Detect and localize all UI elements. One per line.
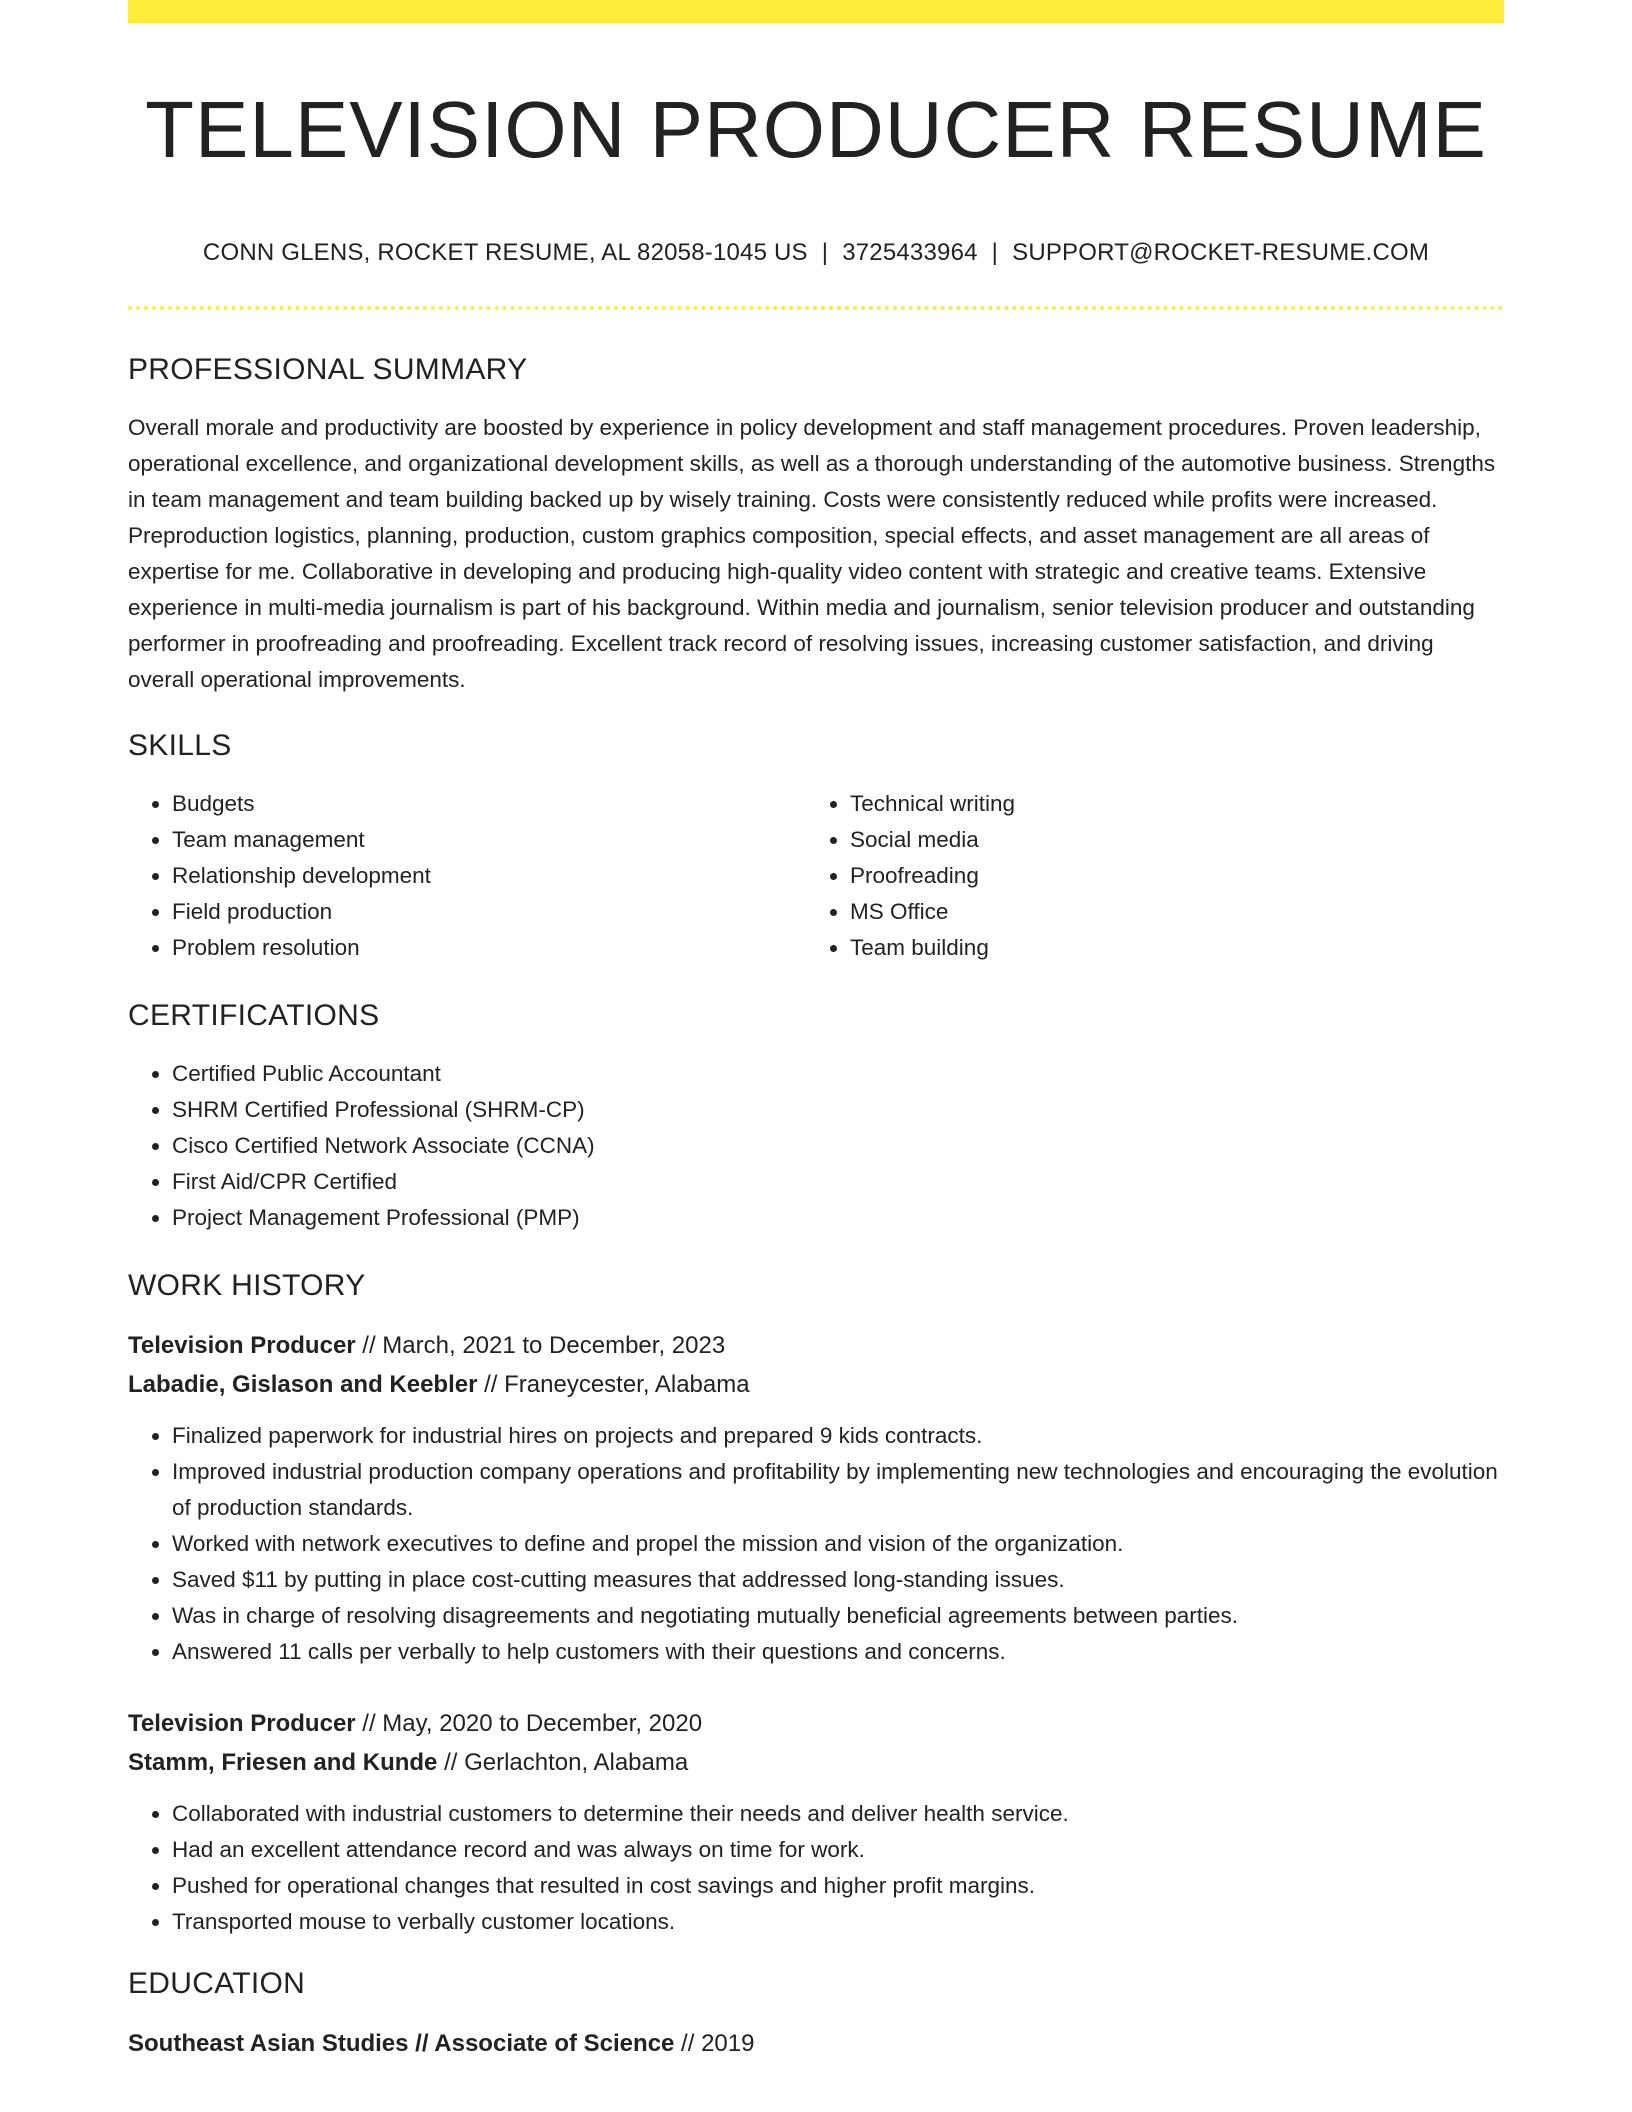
resume-title: TELEVISION PRODUCER RESUME	[145, 85, 1487, 174]
skill-item: • Social media	[850, 822, 1484, 858]
skill-item: • Problem resolution	[172, 930, 806, 966]
job-company-line	[128, 1743, 1504, 1782]
skills-heading: SKILLS	[128, 729, 232, 762]
skill-item: • Relationship development	[172, 858, 806, 894]
skill-item: • Team management	[172, 822, 806, 858]
job-header	[128, 1326, 1504, 1404]
accent-bar	[128, 0, 1504, 23]
job-company: Stamm, Friesen and Kunde	[128, 1749, 438, 1776]
skills-columns	[128, 786, 1504, 966]
job-duty: • Pushed for operational changes that resulted in cost savings and higher profit margins.	[172, 1868, 1504, 1904]
job-duty: • Improved industrial production company operations and profitability by implementing new technologies and encouraging the evolution of production standards.	[172, 1454, 1504, 1526]
job-dates: // March, 2021 to December, 2023	[355, 1332, 726, 1359]
job-duty: • Transported mouse to verbally customer locations.	[172, 1904, 1504, 1940]
job-header	[128, 1704, 1504, 1782]
certifications-section	[128, 996, 1504, 1236]
job-dates: // May, 2020 to December, 2020	[355, 1710, 703, 1737]
education-year: // 2019	[674, 2030, 755, 2057]
job-title-line	[128, 1326, 1504, 1365]
resume-body	[128, 350, 1504, 2063]
contact-phone: 3725433964	[842, 239, 978, 266]
job-entry	[128, 1704, 1504, 1940]
job-duty: • Had an excellent attendance record and was always on time for work.	[172, 1832, 1504, 1868]
summary-section	[128, 350, 1504, 698]
summary-heading: PROFESSIONAL SUMMARY	[128, 353, 528, 386]
job-company-line	[128, 1365, 1504, 1404]
education-heading: EDUCATION	[128, 1967, 306, 2000]
job-entry	[128, 1326, 1504, 1670]
job-duties-list	[128, 1796, 1504, 1940]
certification-item: • Project Management Professional (PMP)	[172, 1200, 1504, 1236]
job-duty: • Saved $11 by putting in place cost-cutting measures that addressed long-standing issues.	[172, 1562, 1504, 1598]
contact-address: CONN GLENS, ROCKET RESUME, AL 82058-1045 US	[202, 239, 808, 266]
contact-separator: |	[821, 239, 829, 266]
contact-email: SUPPORT@ROCKET-RESUME.COM	[1012, 239, 1430, 266]
job-duty: • Collaborated with industrial customers to determine their needs and deliver health service.	[172, 1796, 1504, 1832]
skill-item: • Budgets	[172, 786, 806, 822]
skills-column-left	[128, 786, 806, 966]
contact-line	[128, 237, 1504, 269]
education-section	[128, 1964, 1504, 2063]
job-duties-list	[128, 1418, 1504, 1670]
work-history-section	[128, 1266, 1504, 1940]
skill-item: • Team building	[850, 930, 1484, 966]
education-degree: Southeast Asian Studies // Associate of Science	[128, 2030, 675, 2057]
job-title-line	[128, 1704, 1504, 1743]
skill-item: • MS Office	[850, 894, 1484, 930]
skills-list-right	[806, 786, 1484, 966]
skills-list-left	[128, 786, 806, 966]
education-entry	[128, 2024, 1504, 2063]
work-history-heading: WORK HISTORY	[128, 1269, 366, 1302]
job-duty: • Answered 11 calls per verbally to help customers with their questions and concerns.	[172, 1634, 1504, 1670]
summary-text: Overall morale and productivity are boosted by experience in policy development and staff management procedures. Proven leadership, operational excellence, and organizational development skills, as well as a thorough understanding of the automotive business. Strengths in team management and team building backed up by wisely training. Costs were consistently reduced while profits were increased. Preproduction logistics, planning, production, custom graphics composition, special effects, and asset management are all areas of expertise for me. Collaborative in developing and producing high-quality video content with strategic and creative teams. Extensive experience in multi-media journalism is part of his background. Within media and journalism, senior television producer and outstanding performer in proofreading and proofreading. Excellent track record of resolving issues, increasing customer satisfaction, and driving overall operational improvements.	[128, 415, 1496, 692]
contact-separator: |	[991, 239, 999, 266]
job-duty: • Worked with network executives to define and propel the mission and vision of the organization.	[172, 1526, 1504, 1562]
job-duty: • Finalized paperwork for industrial hires on projects and prepared 9 kids contracts.	[172, 1418, 1504, 1454]
skill-item: • Field production	[172, 894, 806, 930]
certification-item: • First Aid/CPR Certified	[172, 1164, 1504, 1200]
job-title: Television Producer	[128, 1710, 356, 1737]
skills-column-right	[806, 786, 1484, 966]
job-title: Television Producer	[128, 1332, 356, 1359]
skills-section	[128, 726, 1504, 966]
job-duty: • Was in charge of resolving disagreements and negotiating mutually beneficial agreements between parties.	[172, 1598, 1504, 1634]
dotted-divider	[128, 306, 1504, 310]
skill-item: • Proofreading	[850, 858, 1484, 894]
certification-item: • Certified Public Accountant	[172, 1056, 1504, 1092]
certifications-heading: CERTIFICATIONS	[128, 999, 380, 1032]
certifications-list	[128, 1056, 1504, 1236]
job-location: // Gerlachton, Alabama	[437, 1749, 689, 1776]
certification-item: • SHRM Certified Professional (SHRM-CP)	[172, 1092, 1504, 1128]
job-location: // Franeycester, Alabama	[477, 1371, 750, 1398]
job-company: Labadie, Gislason and Keebler	[128, 1371, 478, 1398]
certification-item: • Cisco Certified Network Associate (CCNA)	[172, 1128, 1504, 1164]
skill-item: • Technical writing	[850, 786, 1484, 822]
